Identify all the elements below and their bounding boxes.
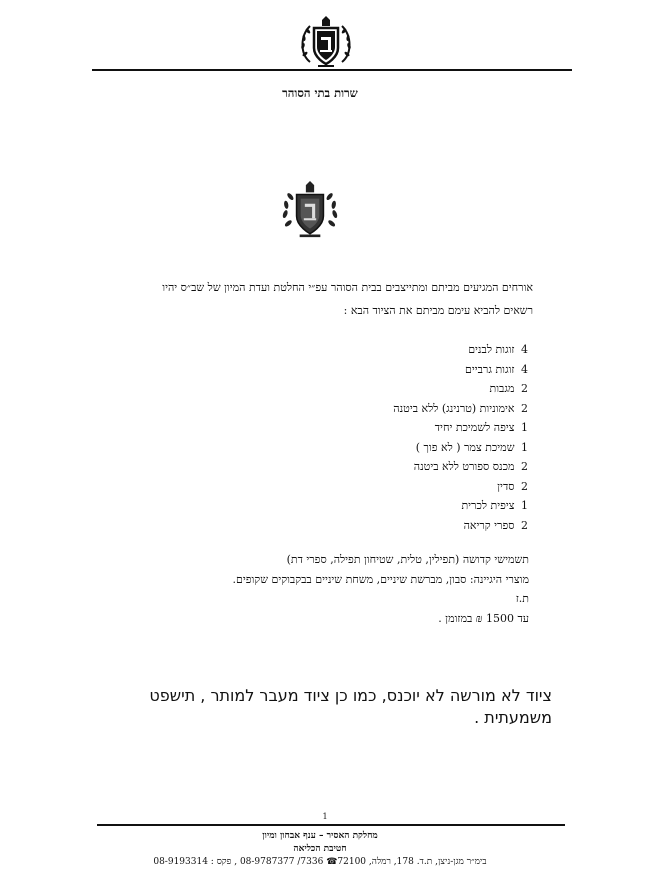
footer-divider bbox=[97, 824, 565, 826]
warning-line: ציוד לא מורשה לא יוכנס, כמו כן ציוד מעבר למותר , תישפט bbox=[149, 686, 552, 705]
prison-service-emblem-icon bbox=[296, 14, 356, 74]
list-item bbox=[393, 418, 528, 438]
item-quantity: 2 bbox=[521, 518, 528, 532]
item-quantity: 4 bbox=[521, 362, 528, 376]
list-item bbox=[393, 496, 528, 516]
intro-line: אורחים המגיעים מביתם ומתייצבים בבית הסוהר עפ״י החלטת ועדת המיון של שב״ס יהיו bbox=[162, 281, 533, 294]
item-quantity: 1 bbox=[521, 421, 528, 434]
warning-notice bbox=[92, 685, 552, 729]
item-label: ציפית לכרית bbox=[461, 499, 515, 512]
warning-line: משמעתית . bbox=[474, 708, 552, 727]
item-quantity: 1 bbox=[521, 499, 528, 512]
item-quantity: 2 bbox=[521, 460, 528, 473]
item-label: שמיכת צמר ( לא פוך ) bbox=[415, 440, 515, 454]
list-item bbox=[393, 516, 528, 536]
additional-item: עד 1500 ₪ במזומן . bbox=[438, 611, 529, 625]
intro-paragraph bbox=[103, 276, 533, 322]
item-quantity: 2 bbox=[521, 401, 528, 415]
item-label: ציפה לשמיכת יחיד bbox=[434, 421, 515, 434]
item-quantity: 2 bbox=[521, 479, 528, 493]
list-item bbox=[393, 399, 528, 419]
list-item bbox=[393, 340, 528, 360]
footer bbox=[80, 830, 560, 869]
list-item bbox=[393, 379, 528, 399]
item-label: ספרי קריאה bbox=[463, 518, 515, 532]
prison-service-emblem-icon bbox=[279, 180, 341, 242]
item-quantity: 1 bbox=[521, 440, 528, 454]
tower-shape bbox=[322, 16, 330, 26]
equipment-list bbox=[393, 340, 528, 535]
list-item bbox=[393, 438, 528, 458]
additional-items bbox=[149, 550, 529, 628]
footer-department: מחלקת האסיר – ענף אבחון ומיון bbox=[262, 831, 378, 841]
intro-line: רשאים להביא עימם מביתם את הציוד הבא : bbox=[343, 304, 533, 317]
list-item bbox=[393, 477, 528, 497]
item-quantity: 2 bbox=[521, 382, 528, 395]
additional-item: מוצרי היגיינה: סבון, מברשת שיניים, משחת שיניים בבקבוקים שקופים. bbox=[232, 572, 529, 586]
item-label: מגבות bbox=[489, 382, 515, 395]
item-label: זוגות לבנים bbox=[468, 343, 515, 356]
list-item bbox=[393, 360, 528, 380]
page-number: 1 bbox=[322, 812, 328, 821]
item-quantity: 4 bbox=[521, 343, 528, 356]
list-item bbox=[393, 457, 528, 477]
item-label: אימוניות (טרנינג) ללא ביטנה bbox=[393, 401, 515, 415]
org-name: שרות בתי הסוהר bbox=[282, 86, 358, 100]
footer-contact: בימ״ר מגן-ניצן, ת.ד. 178, רמלה, 72100☎ 7336/ 08-9787377 , פקס : 08-9193314 bbox=[153, 857, 487, 867]
additional-item: תשמישי קדושה (תפילין, טלית, שטיחון תפילה, ספרי דת) bbox=[286, 553, 529, 566]
footer-division: חטיבת הכליאה bbox=[293, 844, 347, 854]
header-divider bbox=[92, 69, 572, 71]
additional-item: ת.ז bbox=[515, 592, 529, 605]
item-label: מכנס ספורט ללא ביטנה bbox=[413, 460, 515, 473]
item-label: זוגות גרביים bbox=[465, 362, 515, 376]
item-label: סדין bbox=[497, 479, 515, 493]
